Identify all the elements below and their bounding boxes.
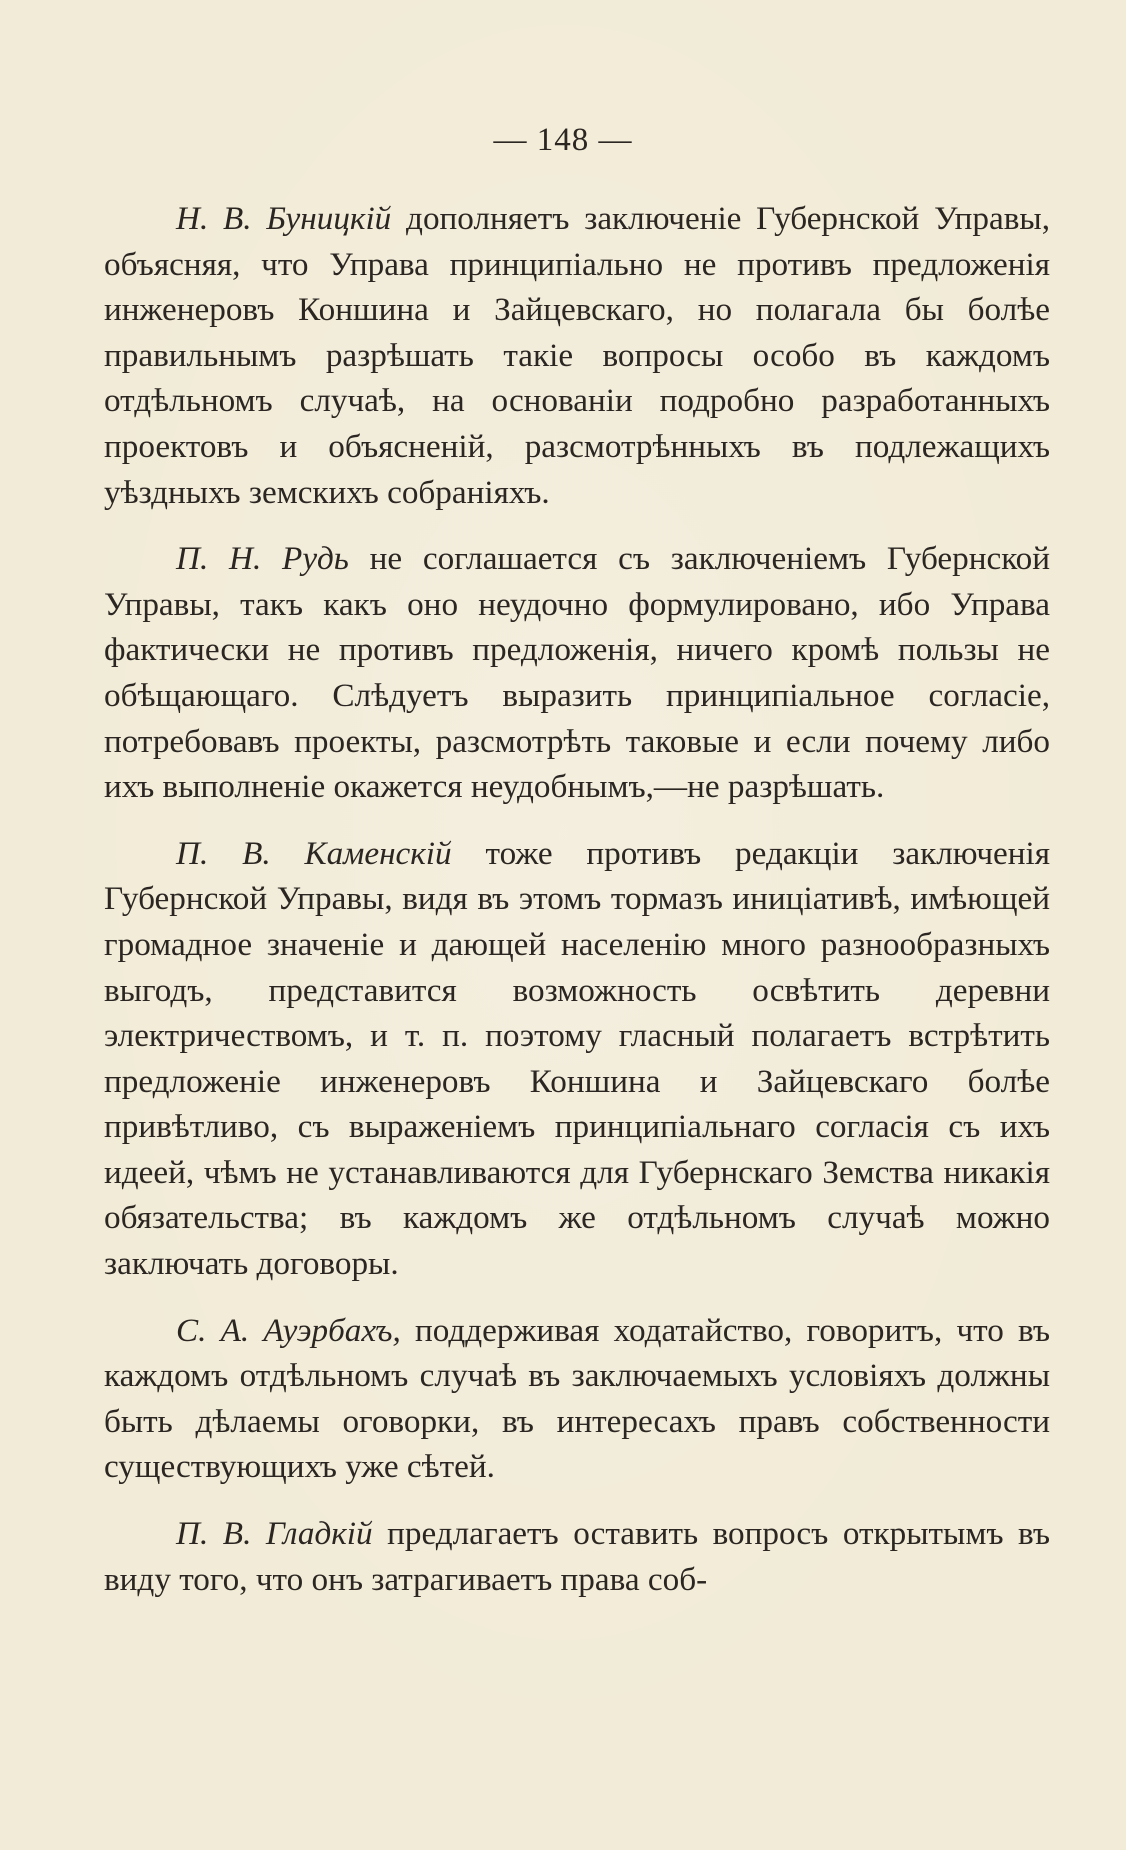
- paragraph: [104, 1308, 1050, 1490]
- paragraph-text: не соглашается съ заключеніемъ Губернской Управы, такъ какъ оно неудочно формулировано, ибо Управа фактически не противъ предложенія, ничего кромѣ пользы не обѣщающаго. Слѣдуетъ выразить принципіальное согласіе, потребовавъ проекты, разсмотрѣть таковые и если почему либо ихъ выполненіе окажется неудобнымъ,—не разрѣшать.: [104, 540, 1051, 806]
- speaker-name: Н. В. Буницкій: [176, 200, 392, 237]
- paragraph: [104, 196, 1050, 515]
- paragraph: [104, 536, 1050, 810]
- paragraph-text: дополняетъ заключеніе Губернской Управы, объясняя, что Управа принципіально не противъ предложенія инженеровъ Коншина и Зайцевскаго, но полагала бы болѣе правильнымъ разрѣшать такіе вопросы особо въ каждомъ отдѣльномъ случаѣ, на основаніи подробно разработанныхъ проектовъ и объясненій, разсмотрѣнныхъ въ подлежащихъ уѣздныхъ земскихъ собраніяхъ.: [104, 200, 1050, 511]
- body-text: [104, 196, 1050, 1602]
- speaker-name: П. В. Гладкій: [176, 1515, 373, 1553]
- page-number: — 148 —: [493, 122, 633, 158]
- speaker-name: П. Н. Рудь: [176, 540, 349, 578]
- speaker-name: П. В. Каменскій: [176, 834, 452, 872]
- paragraph: [104, 1511, 1050, 1602]
- speaker-name: С. А. Ауэрбахъ,: [176, 1311, 401, 1349]
- paragraph-text: тоже противъ редакціи заключенія Губернской Управы, видя въ этомъ тормазъ иниціативѣ, имѣющей громадное значеніе и дающей населенію много разнообразныхъ выгодъ, представится возможность освѣтить деревни электричествомъ, и т. п. поэтому гласный полагаетъ встрѣтить предложеніе инженеровъ Коншина и Зайцевскаго болѣе привѣтливо, съ выраженіемъ принципіальнаго согласія съ ихъ идеей, чѣмъ не устанавливаются для Губернскаго Земства никакія обязательства; въ каждомъ же отдѣльномъ случаѣ можно заключать договоры.: [104, 834, 1050, 1283]
- paragraph-text: предлагаетъ оставить вопросъ открытымъ въ виду того, что онъ затрагиваетъ права соб-: [104, 1515, 1051, 1598]
- paragraph: [104, 831, 1050, 1287]
- paragraph-text: поддерживая ходатайство, говоритъ, что въ каждомъ отдѣльномъ случаѣ въ заключаемыхъ условіяхъ должны быть дѣлаемы оговорки, въ интересахъ правъ собственности существующихъ уже сѣтей.: [104, 1311, 1051, 1486]
